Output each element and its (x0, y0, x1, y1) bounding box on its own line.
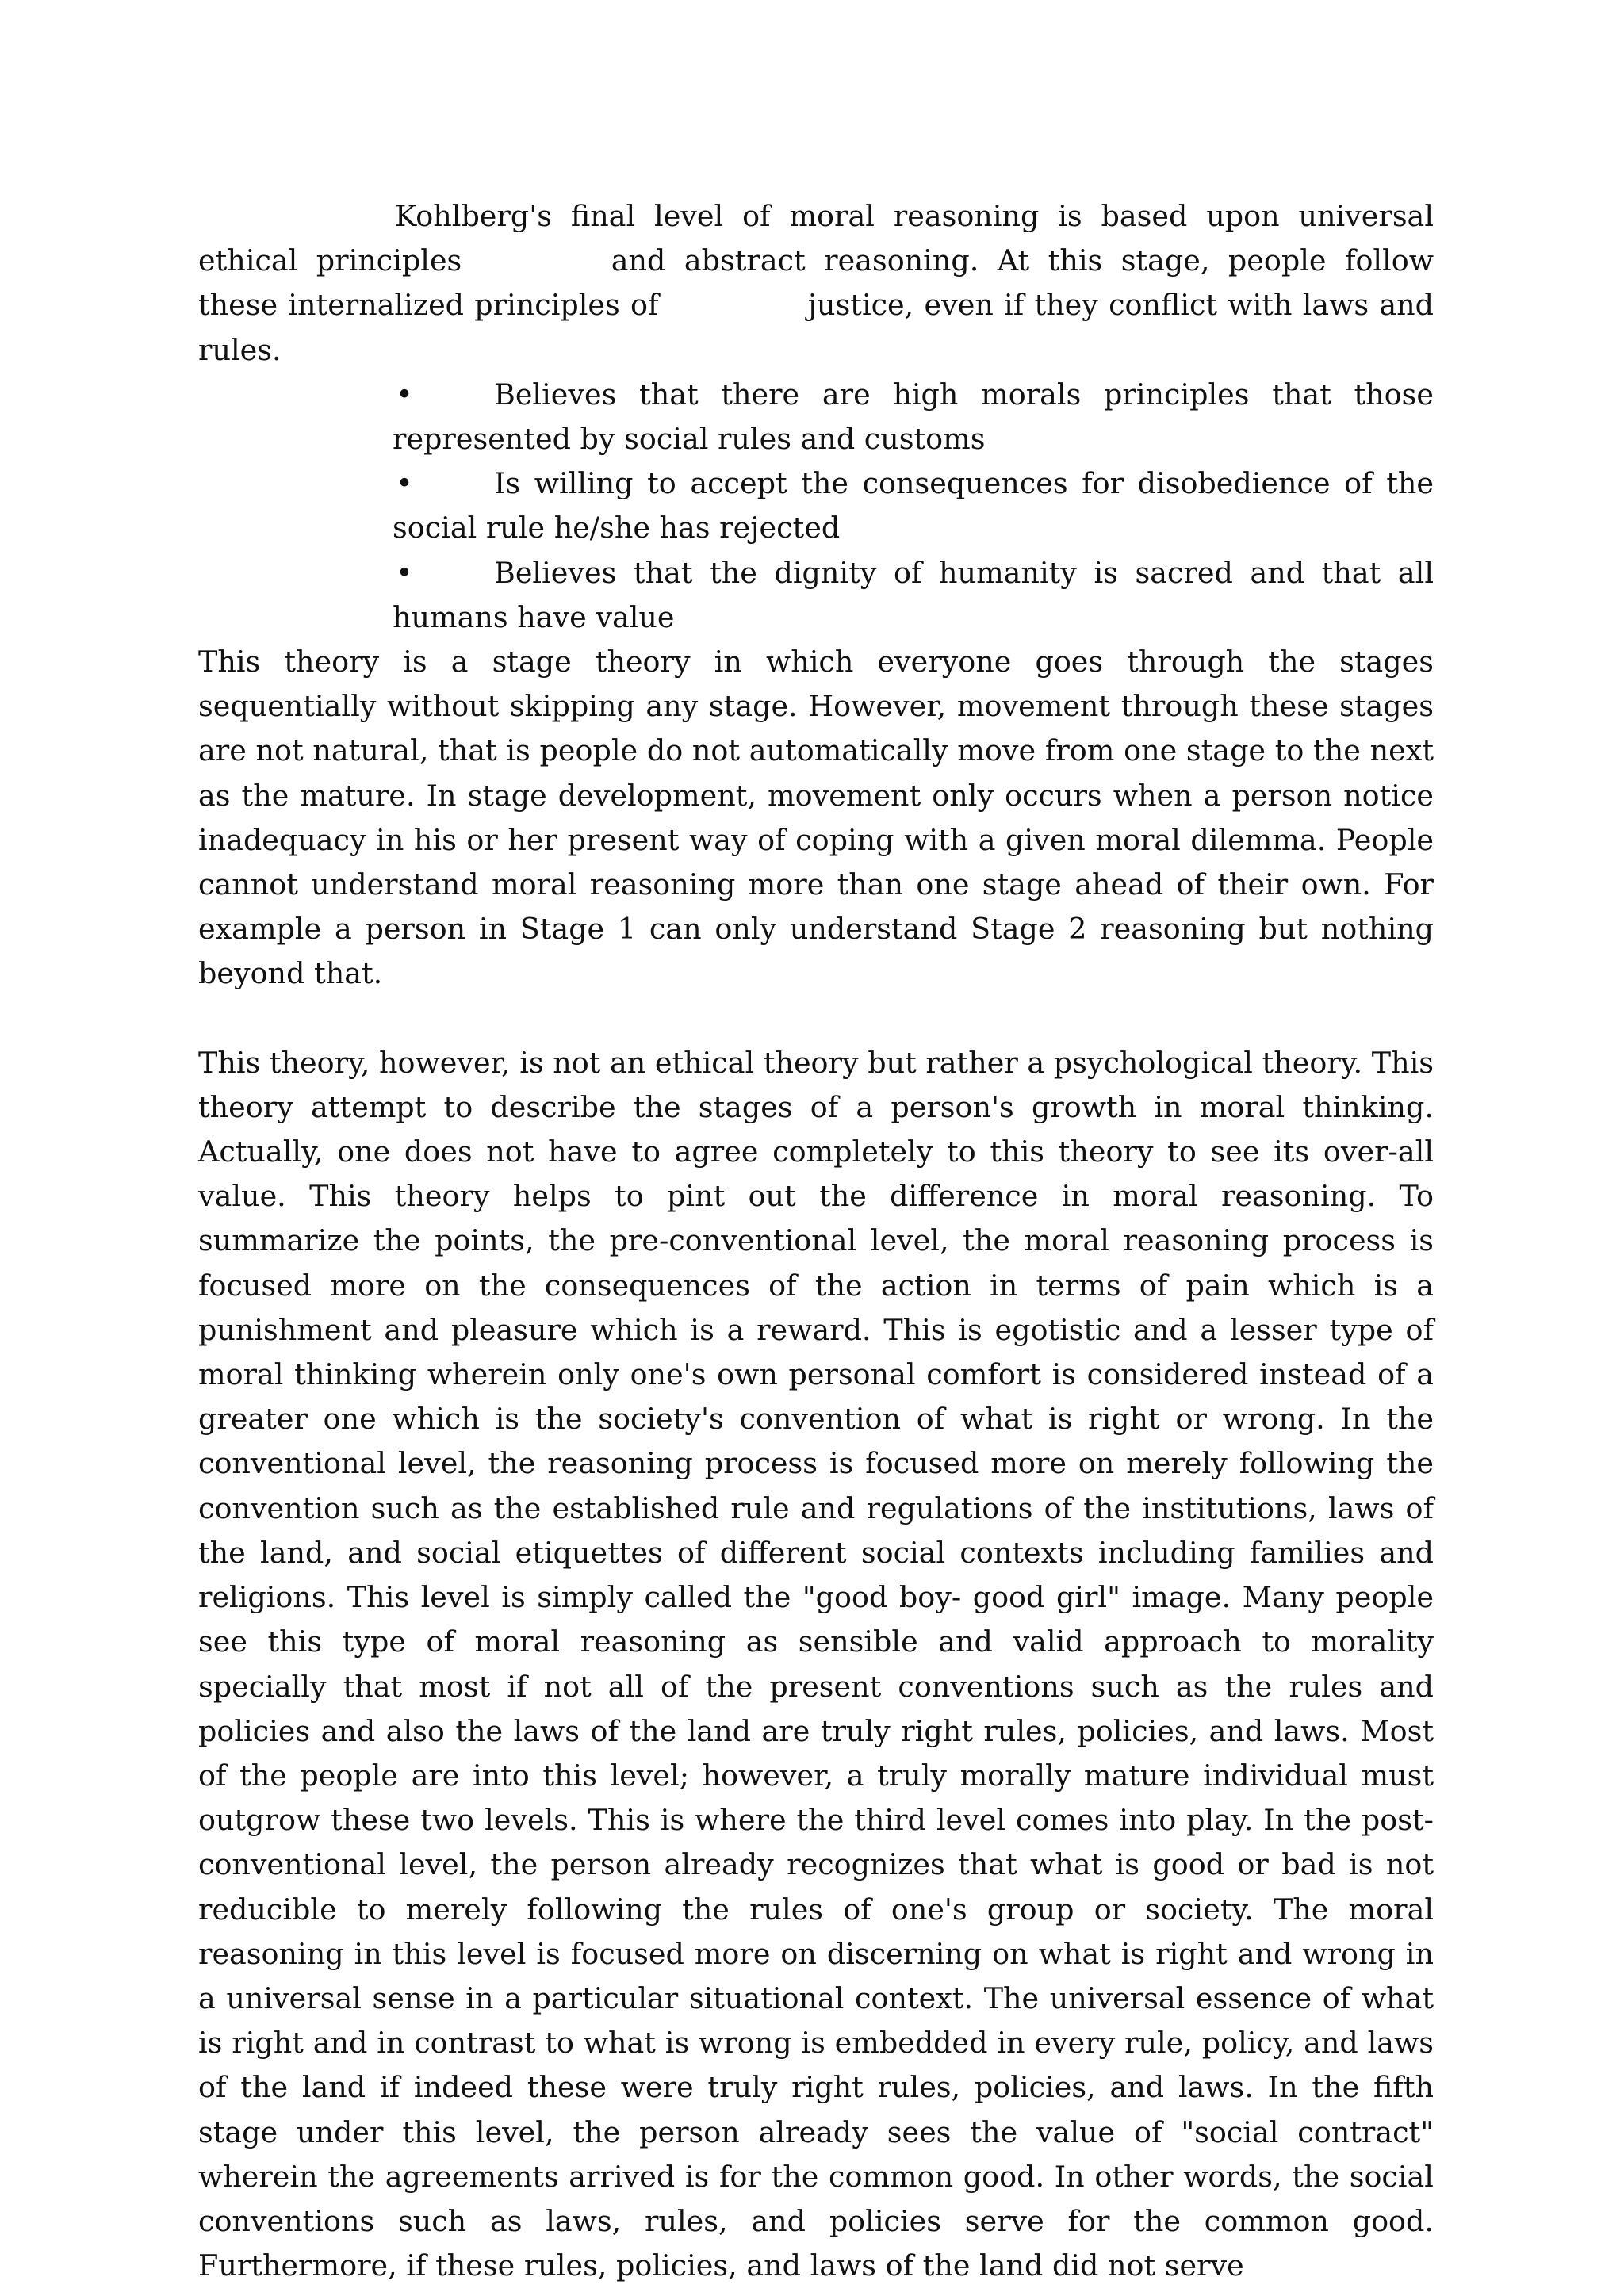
intro-paragraph (198, 194, 1434, 373)
bullet-item (393, 373, 1434, 461)
bullet-icon: • (396, 466, 413, 501)
body-paragraph-stage-theory: This theory is a stage theory in which everyone goes through the stages sequentially without skipping any stage. However, movement through these stages are not natural, that is people do not automatically move from one stage to the next as the mature. In stage development, movement only occurs when a person notice inadequacy in his or her present way of coping with a given moral dilemma. People cannot understand moral reasoning more than one stage ahead of their own. For example a person in Stage 1 can only understand Stage 2 reasoning but nothing beyond that. (198, 645, 1434, 991)
bullet-text: Believes that the dignity of humanity is sacred and that all humans have value (393, 555, 1434, 634)
body-paragraph-psychological-theory: This theory, however, is not an ethical theory but rather a psychological theory. This theory attempt to describe the stages of a person's growth in moral thinking. Actually, one does not have to agree completely to this theory to see its over-all value. This theory helps to pint out the difference in moral reasoning. To summarize the points, the pre-conventional level, the moral reasoning process is focused more on the consequences of the action in terms of pain which is a punishment and pleasure which is a reward. This is egotistic and a lesser type of moral thinking wherein only one's own personal comfort is considered instead of a greater one which is the society's convention of what is right or wrong. In the conventional level, the reasoning process is focused more on merely following the convention such as the established rule and regulations of the institutions, laws of the land, and social etiquettes of different social contexts including families and religions. This level is simply called the "good boy- good girl" image. Many people see this type of moral reasoning as sensible and valid approach to morality specially that most if not all of the present conventions such as the rules and policies and also the laws of the land are truly right rules, policies, and laws. Most of the people are into this level; however, a truly morally mature individual must outgrow these two levels. This is where the third level comes into play. In the post-conventional level, the person already recognizes that what is good or bad is not reducible to merely following the rules of one's group or society. The moral reasoning in this level is focused more on discerning on what is right and wrong in a universal sense in a particular situational context. The universal essence of what is right and in contrast to what is wrong is embedded in every rule, policy, and laws of the land if indeed these were truly right rules, policies, and laws. In the fifth stage under this level, the person already sees the value of "social contract" wherein the agreements arrived is for the common good. In other words, the social conventions such as laws, rules, and policies serve for the common good. Furthermore, if these rules, policies, and laws of the land did not serve (198, 1045, 1434, 2283)
intro-text-part-1: Kohlberg's final level of moral reasoning is based upon universal ethical principles (198, 199, 1434, 278)
bullet-text: Believes that there are high morals principles that those represented by social rules and customs (393, 377, 1434, 457)
bullet-icon: • (396, 555, 413, 590)
bullet-list (198, 373, 1434, 640)
intro-text-part-2: and abstract reasoning. At this stage, people follow these internalized principles of (198, 243, 1434, 323)
bullet-item (393, 461, 1434, 550)
bullet-item (393, 551, 1434, 640)
intro-text-part-3: justice, even if they conflict with laws and rules. (198, 288, 1434, 367)
bullet-icon: • (396, 377, 413, 411)
document-body (198, 194, 1434, 2288)
bullet-text: Is willing to accept the consequences for disobedience of the social rule he/she has rejected (393, 466, 1434, 545)
